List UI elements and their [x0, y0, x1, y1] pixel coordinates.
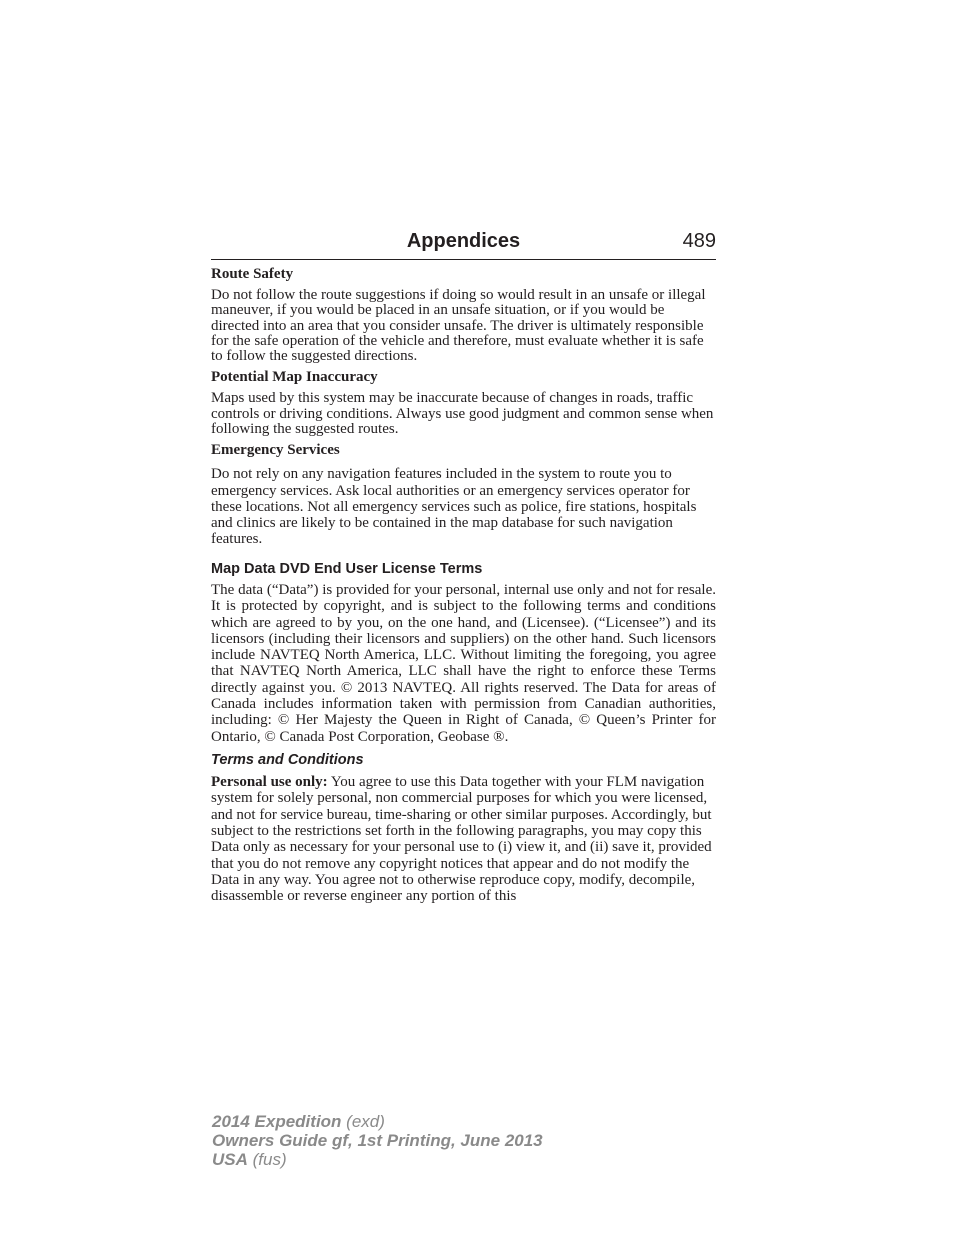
footer-market: USA — [212, 1150, 248, 1169]
paragraph-personal-use — [211, 774, 716, 904]
paragraph-license-terms: The data (“Data”) is provided for your personal, internal use only and not for resale. It is protected by copyright, and is subject to the following terms and conditions which are agreed to by you, on the one hand, and (Licensee). (“Licensee”) and its licensors (including their licensors and suppliers) on the other hand. Such licensors include NAVTEQ North America, LLC. Without limiting the foregoing, you agree that NAVTEQ North America, LLC shall have the right to enforce these Terms directly against you. © 2013 NAVTEQ. All rights reserved. The Data for areas of Canada includes information taken with permission from Canadian authorities, including: © Her Majesty the Queen in Right of Canada, © Queen’s Printer for Ontario, © Canada Post Corporation, Geobase ®. — [211, 581, 716, 745]
footer-line-market — [212, 1150, 543, 1169]
footer-market-code: (fus) — [247, 1150, 287, 1169]
paragraph-emergency-services: Do not rely on any navigation features included in the system to route you to emergency services. Ask local authorities or an emergency services operator for these locations. Not all emergency services such as police, fire stations, hospitals and clinics are likely to be contained in the map database for such navigation features. — [211, 466, 697, 548]
section-title: Appendices — [406, 230, 521, 252]
page-number: 489 — [682, 230, 716, 252]
heading-terms-conditions: Terms and Conditions — [211, 751, 364, 768]
footer-line-guide — [212, 1131, 543, 1150]
page-header — [211, 229, 716, 260]
footer-guide: Owners Guide gf, 1st Printing, June 2013 — [212, 1131, 543, 1150]
lead-personal-use: Personal use only: — [211, 774, 328, 791]
footer-line-model — [212, 1112, 543, 1131]
heading-license-terms: Map Data DVD End User License Terms — [211, 560, 483, 577]
paragraph-map-inaccuracy: Maps used by this system may be inaccurate because of changes in roads, traffic controls or driving conditions. Always use good judgment and common sense when following the suggested routes. — [211, 390, 714, 437]
page-footer — [212, 1112, 543, 1169]
heading-route-safety: Route Safety — [211, 266, 294, 282]
personal-use-text: You agree to use this Data together with your FLM navigation system for solely personal, non commercial purposes for which you were licensed, and not for service bureau, time-sharing or other similar purposes. Accordingly, but subject to the restrictions set forth in the following paragraphs, you may copy this Data only as necessary for your personal use to (i) view it, and (ii) save it, provided that you do not remove any copyright notices that appear and do not modify the Data in any way. You agree not to otherwise reproduce copy, modify, decompile, disassemble or reverse engineer any portion of this — [211, 774, 712, 905]
footer-model: 2014 Expedition — [212, 1112, 342, 1131]
heading-emergency-services: Emergency Services — [211, 442, 340, 459]
footer-model-code: (exd) — [341, 1112, 385, 1131]
heading-map-inaccuracy: Potential Map Inaccuracy — [211, 369, 378, 386]
page-content — [211, 267, 716, 904]
paragraph-route-safety: Do not follow the route suggestions if doing so would result in an unsafe or illegal maneuver, if you would be placed in an unsafe situation, or if you would be directed into an area that you consider unsafe. The driver is ultimately responsible for the safe operation of the vehicle and therefore, must evaluate whether it is safe to follow the suggested directions. — [211, 287, 706, 365]
